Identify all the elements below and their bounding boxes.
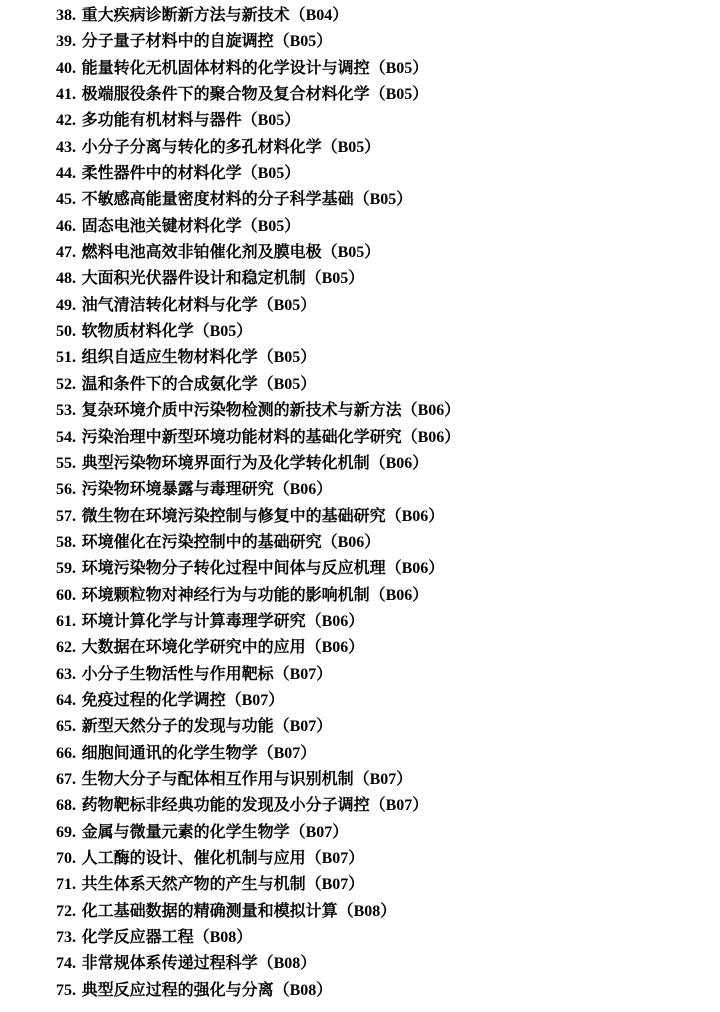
code-open-paren: （ [225,689,242,709]
code-close-paren: ） [412,452,429,472]
code-close-paren: ） [236,927,253,947]
topic-item [56,924,716,950]
topic-title: 小分子生物活性与作用靶标 [81,663,274,683]
topic-code: B06 [337,533,365,551]
topic-code: B06 [417,402,445,420]
code-close-paren: ） [316,716,333,736]
topic-number: 70. [56,850,76,867]
topic-code: B05 [321,270,349,288]
topic-title: 分子量子材料中的自旋调控 [81,31,274,51]
topic-item [56,476,716,502]
code-close-paren: ） [348,848,365,867]
topic-title: 环境颗粒物对神经行为与功能的影响机制 [81,584,370,604]
topic-number: 68. [56,797,76,815]
topic-code: B08 [273,955,301,973]
topic-title: 微生物在环境污染控制与修复中的基础研究 [81,505,386,525]
topic-number: 47. [56,244,76,262]
topic-code: B05 [337,138,365,156]
topic-item [56,503,716,529]
topic-number: 67. [56,770,76,788]
topic-number: 49. [56,296,76,314]
code-close-paren: ） [300,953,317,973]
topic-number: 72. [56,902,76,920]
topic-number: 59. [56,560,76,578]
topic-title: 温和条件下的合成氨化学 [81,373,258,393]
topic-item [56,265,716,291]
topic-number: 61. [56,612,76,630]
topic-code: B07 [289,718,317,736]
topic-item [56,450,716,476]
topic-item [56,81,716,107]
topic-number: 55. [56,454,76,472]
topic-number: 38. [56,7,76,24]
code-close-paren: ） [236,321,253,341]
code-open-paren: （ [401,426,418,446]
topic-number: 46. [56,217,76,235]
topic-title: 典型污染物环境界面行为及化学转化机制 [81,452,370,472]
topic-number: 74. [56,955,76,973]
topic-title: 化工基础数据的精确测量和模拟计算 [81,900,338,920]
topic-title: 极端服役条件下的聚合物及复合材料化学 [81,84,370,104]
topic-title: 药物靶标非经典功能的发现及小分子调控 [81,795,370,815]
code-close-paren: ） [348,610,365,630]
topic-code: B07 [369,770,397,788]
topic-item [56,687,716,713]
topic-title: 新型天然分子的发现与功能 [81,716,274,736]
code-open-paren: （ [241,110,258,130]
topic-code: B06 [289,481,317,499]
topic-title: 重大疾病诊断新方法与新技术 [81,5,290,24]
topic-title: 固态电池关键材料化学 [81,215,242,235]
topic-code: B05 [257,165,285,183]
topic-item [56,634,716,660]
code-close-paren: ） [300,373,317,393]
topic-number: 44. [56,165,76,183]
topic-number: 58. [56,533,76,551]
topic-code: B07 [305,823,333,841]
topic-number: 42. [56,112,76,130]
topic-number: 43. [56,138,76,156]
topic-item [56,871,716,897]
topic-title: 金属与微量元素的化学生物学 [81,821,290,841]
topic-title: 典型反应过程的强化与分离 [81,979,274,999]
code-close-paren: ） [316,979,333,999]
topic-number: 62. [56,639,76,657]
topic-title: 不敏感高能量密度材料的分子科学基础 [81,189,354,209]
code-close-paren: ） [364,531,381,551]
topic-title: 复杂环境介质中污染物检测的新技术与新方法 [81,400,402,420]
code-open-paren: （ [273,31,290,51]
code-open-paren: （ [337,900,354,920]
topic-title: 免疫过程的化学调控 [81,689,226,709]
topic-code: B05 [385,59,413,77]
topic-item [56,950,716,976]
topic-code: B07 [321,850,349,867]
topic-code: B06 [417,428,445,446]
code-open-paren: （ [369,452,386,472]
topic-title: 多功能有机材料与器件 [81,110,242,130]
code-open-paren: （ [193,321,210,341]
code-open-paren: （ [289,5,306,24]
code-close-paren: ） [444,400,461,420]
code-close-paren: ） [412,795,429,815]
code-close-paren: ） [428,505,445,525]
topic-item [56,977,716,1003]
topic-number: 48. [56,270,76,288]
code-open-paren: （ [369,84,386,104]
code-open-paren: （ [241,215,258,235]
topic-code: B05 [257,112,285,130]
code-open-paren: （ [305,268,322,288]
code-open-paren: （ [257,347,274,367]
topic-title: 柔性器件中的材料化学 [81,163,242,183]
code-open-paren: （ [321,242,338,262]
topic-number: 45. [56,191,76,209]
code-close-paren: ） [428,558,445,578]
code-close-paren: ） [348,637,365,657]
topic-item [56,371,716,397]
topic-code: B06 [321,639,349,657]
topic-item [56,344,716,370]
code-close-paren: ） [396,768,413,788]
code-open-paren: （ [273,716,290,736]
topic-code: B07 [321,876,349,894]
code-open-paren: （ [257,742,274,762]
topic-item [56,134,716,160]
code-open-paren: （ [321,531,338,551]
topic-number: 52. [56,375,76,393]
topic-number: 40. [56,59,76,77]
code-close-paren: ） [364,136,381,156]
topic-title: 人工酶的设计、催化机制与应用 [81,848,306,867]
code-close-paren: ） [380,900,397,920]
code-close-paren: ） [332,5,349,24]
code-open-paren: （ [369,584,386,604]
code-open-paren: （ [289,821,306,841]
topic-title: 环境污染物分子转化过程中间体与反应机理 [81,558,386,578]
topic-item [56,213,716,239]
topic-item [56,424,716,450]
topic-number: 41. [56,86,76,104]
code-open-paren: （ [369,795,386,815]
topic-title: 环境催化在污染控制中的基础研究 [81,531,322,551]
topic-number: 54. [56,428,76,446]
topic-code: B07 [385,797,413,815]
topic-title: 污染物环境暴露与毒理研究 [81,479,274,499]
topic-code: B05 [385,86,413,104]
topic-item [56,792,716,818]
topic-number: 66. [56,744,76,762]
code-close-paren: ） [316,31,333,51]
topic-number: 73. [56,929,76,947]
topic-title: 软物质材料化学 [81,321,194,341]
topic-number: 60. [56,586,76,604]
code-open-paren: （ [305,874,322,894]
topic-code: B06 [401,560,429,578]
topic-item [56,529,716,555]
topic-item [56,898,716,924]
topic-item [56,713,716,739]
code-close-paren: ） [412,84,429,104]
topic-title: 油气清洁转化材料与化学 [81,294,258,314]
topic-title: 能量转化无机固体材料的化学设计与调控 [81,57,370,77]
topic-code: B05 [273,349,301,367]
topic-title: 生物大分子与配体相互作用与识别机制 [81,768,354,788]
topic-number: 51. [56,349,76,367]
code-open-paren: （ [241,163,258,183]
topic-number: 50. [56,323,76,341]
topic-title: 环境计算化学与计算毒理学研究 [81,610,306,630]
code-open-paren: （ [257,953,274,973]
code-open-paren: （ [273,663,290,683]
code-close-paren: ） [348,874,365,894]
topic-number: 71. [56,876,76,894]
topic-item [56,55,716,81]
topic-item [56,555,716,581]
code-close-paren: ） [332,821,349,841]
topic-item [56,819,716,845]
code-open-paren: （ [369,57,386,77]
topic-number: 53. [56,402,76,420]
topic-code: B05 [289,33,317,51]
topic-number: 56. [56,481,76,499]
code-close-paren: ） [300,294,317,314]
topic-code: B06 [321,612,349,630]
topic-code: B08 [353,902,381,920]
topic-code: B05 [273,296,301,314]
topic-item [56,239,716,265]
topic-title: 燃料电池高效非铂催化剂及膜电极 [81,242,322,262]
topic-number: 63. [56,665,76,683]
topic-title: 细胞间通讯的化学生物学 [81,742,258,762]
code-close-paren: ） [300,742,317,762]
code-close-paren: ） [316,663,333,683]
code-close-paren: ） [268,689,285,709]
code-open-paren: （ [401,400,418,420]
topic-number: 69. [56,823,76,841]
topic-title: 污染治理中新型环境功能材料的基础化学研究 [81,426,402,446]
topic-title: 大数据在环境化学研究中的应用 [81,637,306,657]
code-open-paren: （ [305,610,322,630]
code-open-paren: （ [305,637,322,657]
code-open-paren: （ [273,479,290,499]
code-close-paren: ） [284,163,301,183]
code-open-paren: （ [353,189,370,209]
topic-code: B07 [289,665,317,683]
code-close-paren: ） [412,57,429,77]
code-open-paren: （ [193,927,210,947]
topic-code: B07 [273,744,301,762]
topic-item [56,766,716,792]
topic-code: B07 [241,691,269,709]
code-open-paren: （ [385,505,402,525]
topic-list [56,2,716,1003]
code-open-paren: （ [257,373,274,393]
code-close-paren: ） [364,242,381,262]
code-open-paren: （ [353,768,370,788]
topic-code: B05 [257,217,285,235]
topic-item [56,28,716,54]
topic-title: 小分子分离与转化的多孔材料化学 [81,136,322,156]
topic-title: 组织自适应生物材料化学 [81,347,258,367]
topic-code: B05 [209,323,237,341]
code-open-paren: （ [257,294,274,314]
code-close-paren: ） [284,215,301,235]
topic-number: 57. [56,507,76,525]
topic-code: B06 [401,507,429,525]
topic-item [56,2,716,28]
topic-number: 65. [56,718,76,736]
topic-title: 非常规体系传递过程科学 [81,953,258,973]
topic-item [56,740,716,766]
topic-number: 64. [56,691,76,709]
topic-code: B05 [369,191,397,209]
topic-item [56,186,716,212]
code-close-paren: ） [284,110,301,130]
code-open-paren: （ [273,979,290,999]
code-close-paren: ） [348,268,365,288]
topic-code: B05 [337,244,365,262]
topic-title: 大面积光伏器件设计和稳定机制 [81,268,306,288]
topic-code: B04 [305,7,333,24]
topic-code: B05 [273,375,301,393]
topic-code: B08 [289,981,317,999]
code-close-paren: ） [300,347,317,367]
topic-number: 39. [56,33,76,51]
topic-item [56,661,716,687]
topic-item [56,582,716,608]
topic-item [56,845,716,871]
code-close-paren: ） [444,426,461,446]
topic-code: B08 [209,929,237,947]
code-close-paren: ） [412,584,429,604]
topic-item [56,608,716,634]
topic-code: B06 [385,454,413,472]
code-close-paren: ） [396,189,413,209]
topic-title: 化学反应器工程 [81,927,194,947]
code-open-paren: （ [305,848,322,867]
topic-item [56,318,716,344]
topic-item [56,292,716,318]
topic-title: 共生体系天然产物的产生与机制 [81,874,306,894]
topic-number: 75. [56,981,76,999]
topic-item [56,107,716,133]
code-close-paren: ） [316,479,333,499]
topic-item [56,397,716,423]
topic-item [56,160,716,186]
code-open-paren: （ [321,136,338,156]
topic-code: B06 [385,586,413,604]
code-open-paren: （ [385,558,402,578]
